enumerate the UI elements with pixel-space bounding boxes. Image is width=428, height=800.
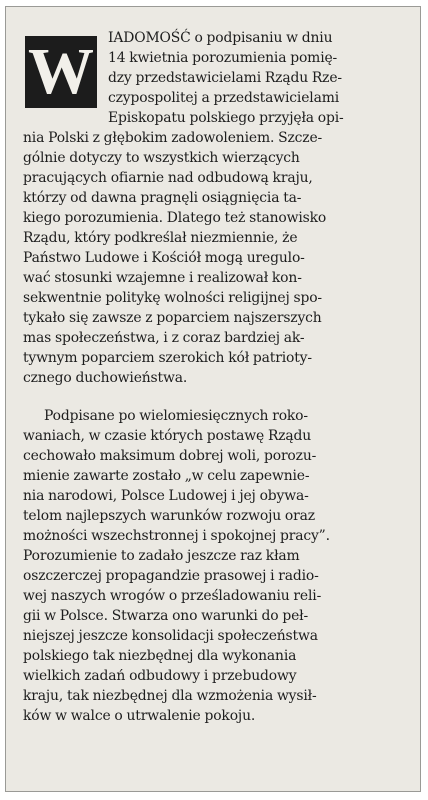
- text-line: niejszej jeszcze konsolidacji społeczeństwa: [23, 628, 318, 644]
- text-line: wej naszych wrogów o prześladowaniu reli-: [23, 588, 322, 604]
- text-line: kraju, tak niezbędnej dla wzmożenia wysił-: [23, 688, 317, 704]
- text-line: wielkich zadań odbudowy i przebudowy: [23, 668, 297, 684]
- text-line: waniach, w czasie których postawę Rządu: [23, 428, 312, 444]
- text-line: gii w Polsce. Stwarza ono warunki do peł-: [23, 608, 309, 624]
- text-line: gólnie dotyczy to wszystkich wierzących: [23, 150, 300, 166]
- text-line: Państwo Ludowe i Kościół mogą uregulo-: [23, 250, 305, 266]
- text-line: Podpisane po wielomiesięcznych roko-: [44, 408, 308, 424]
- text-line: Rządu, który podkreślał niezmiennie, że: [23, 230, 298, 246]
- dropcap-letter: W: [25, 36, 97, 108]
- article-text: [23, 28, 415, 726]
- text-line: możności wszechstronnej i spokojnej pracy”.: [23, 528, 330, 544]
- text-line: telom najlepszych warunków rozwoju oraz: [23, 508, 315, 524]
- paragraph-2: [23, 406, 415, 726]
- text-line: IADOMOŚĆ o podpisaniu w dniu: [108, 30, 333, 46]
- article-frame: [5, 6, 421, 792]
- text-line: cechowało maksimum dobrej woli, porozu-: [23, 448, 317, 464]
- text-line: cznego duchowieństwa.: [23, 370, 188, 386]
- text-line: oszczerczej propagandzie prasowej i radio-: [23, 568, 319, 584]
- text-line: ków w walce o utrwalenie pokoju.: [23, 708, 256, 724]
- text-line: tykało się zawsze z poparciem najszerszych: [23, 310, 322, 326]
- text-line: dzy przedstawicielami Rządu Rze-: [108, 70, 342, 86]
- text-line: mas społeczeństwa, i z coraz bardziej ak-: [23, 330, 305, 346]
- text-line: Porozumienie to zadało jeszcze raz kłam: [23, 548, 300, 564]
- text-line: mienie zawarte zostało „w celu zapewnie-: [23, 468, 310, 484]
- text-line: wać stosunki wzajemne i realizował kon-: [23, 270, 302, 286]
- text-line: nia narodowi, Polsce Ludowej i jej obywa-: [23, 488, 309, 504]
- text-line: nia Polski z głębokim zadowoleniem. Szcze-: [23, 130, 323, 146]
- paragraph-gap: [23, 388, 415, 406]
- text-line: kiego porozumienia. Dlatego też stanowisko: [23, 210, 327, 226]
- text-line: Episkopatu polskiego przyjęła opi-: [108, 110, 344, 126]
- text-line: pracujących ofiarnie nad odbudową kraju,: [23, 170, 313, 186]
- text-line: 14 kwietnia porozumienia pomię-: [108, 50, 338, 66]
- text-line: tywnym poparciem szerokich kół patrioty-: [23, 350, 312, 366]
- text-line: czypospolitej a przedstawicielami: [108, 90, 340, 106]
- paragraph-1: [23, 28, 415, 388]
- text-line: sekwentnie politykę wolności religijnej spo-: [23, 290, 322, 306]
- text-line: polskiego tak niezbędnej dla wykonania: [23, 648, 297, 664]
- text-line: którzy od dawna pragnęli osiągnięcia ta-: [23, 190, 302, 206]
